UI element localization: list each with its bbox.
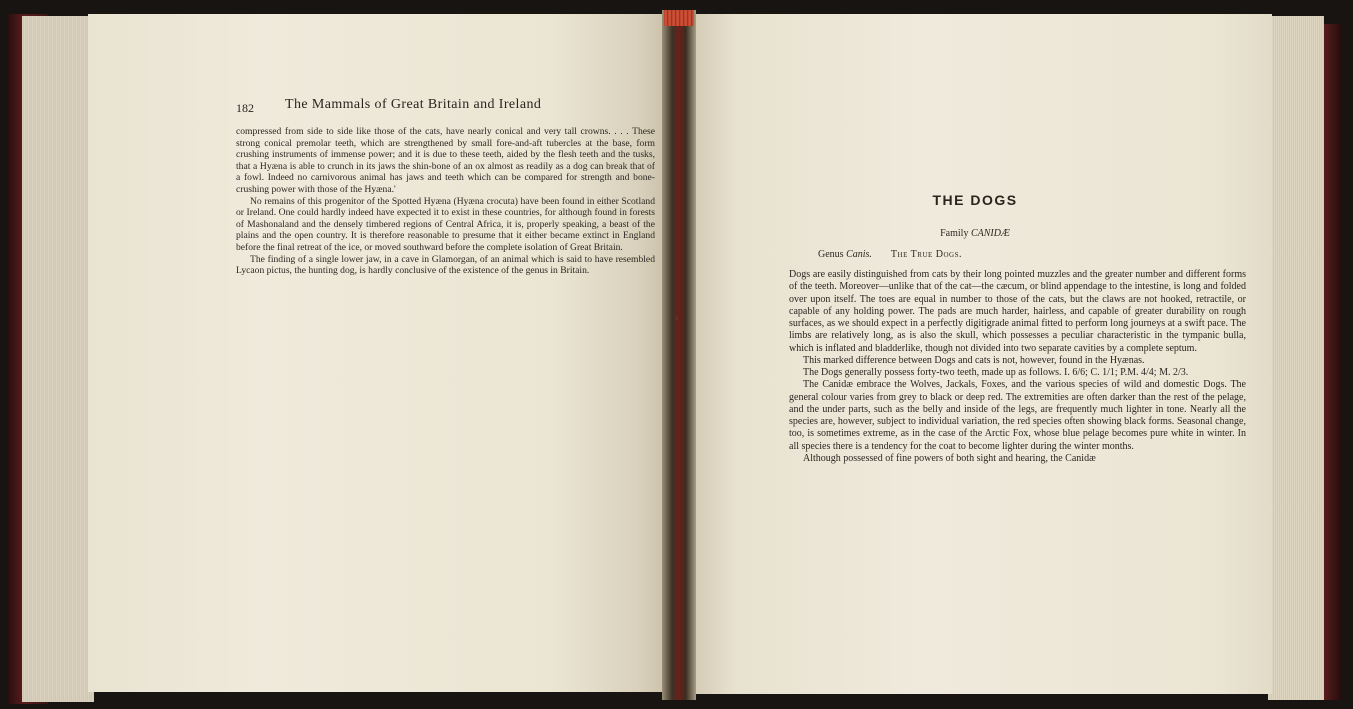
left-page-body	[236, 126, 655, 277]
family-label: Family	[940, 228, 969, 239]
left-paragraph-1: compressed from side to side like those of the cats, have nearly conical and very tall crowns. . . . These strong conical premolar teeth, which are strengthened by small fore-and-aft tubercles at the base, form crushing instruments of immense power; and it is due to these teeth, aided by the flesh teeth and the tusks, that a Hyæna is able to crunch in its jaws the shin-bone of an ox almost as readily as a dog can break that of a fowl. Indeed no carnivorous animal has jaws and teeth which can be compared for strength and bone-crushing power with those of the Hyæna.'	[236, 126, 655, 195]
genus-common-name: The True Dogs.	[890, 249, 962, 260]
family-line	[880, 228, 1070, 239]
left-page	[88, 14, 668, 692]
genus-name: Canis.	[846, 249, 872, 260]
chapter-title: THE DOGS	[932, 192, 1018, 208]
left-paragraph-3: The finding of a single lower jaw, in a cave in Glamorgan, of an animal which is said to have resembled Lycaon pictus, the hunting dog, is hardly conclusive of the existence of the genus in Britain.	[236, 253, 655, 277]
page-number: 182	[236, 101, 254, 115]
genus-line	[818, 249, 1138, 260]
right-page-body	[789, 269, 1246, 465]
right-paragraph-3: The Dogs generally possess forty-two teeth, made up as follows. I. 6/6; C. 1/1; P.M. 4/4; M. 2/3.	[803, 367, 1189, 378]
margin-mark: /	[676, 316, 678, 322]
right-paragraph-5: Although possessed of fine powers of both sight and hearing, the Canidæ	[803, 452, 1096, 464]
right-paragraph-2: This marked difference between Dogs and cats is not, however, found in the Hyænas.	[803, 354, 1145, 366]
running-title: The Mammals of Great Britain and Ireland	[285, 97, 542, 112]
family-name: CANIDÆ	[970, 228, 1010, 239]
left-paragraph-2: No remains of this progenitor of the Spotted Hyæna (Hyæna crocuta) have been found in either Scotland or Ireland. One could hardly indeed have expected it to exist in these countries, for although found in forests of Mashonaland and the densely timbered regions of Central Africa, it is, properly speaking, a beast of the plains and the open country. It is therefore reasonable to presume that it either became extinct in England before the final retreat of the ice, or moved southward before the complete isolation of Great Britain.	[236, 195, 655, 253]
spine-headband	[664, 10, 694, 26]
book-gutter	[662, 10, 696, 700]
page-edges-right	[1268, 16, 1324, 700]
right-paragraph-1: Dogs are easily distinguished from cats by their long pointed muzzles and the greater number and different forms of the teeth. Moreover—unlike that of the cat—the cæcum, or blind appendage to the intestine, is long and folded over upon itself. The toes are equal in number to those of the cats, but the claws are not hooked, retractile, or capable of any holding power. The pads are much harder, hairless, and capable of greater durability on rough surfaces, as we should expect in a perfectly digitigrade animal fitted to perform long journeys at a swift pace. The limbs are relatively long, as is also the skull, which possesses a peculiar characteristic in the tympanic bulla, which is inflated and bladderlike, though not divided into two separate cavities by a complete septum.	[789, 269, 1246, 354]
right-paragraph-4: The Canidæ embrace the Wolves, Jackals, Foxes, and the various species of wild and domestic Dogs. The general colour varies from grey to black or deep red. The extremities are often darker than the rest of the pelage, and the under parts, such as the belly and inside of the legs, are frequently much lighter in tone. Nearly all the species are, however, subject to individual variation, the red species often showing black forms. Seasonal change, too, is sometimes extreme, as in the case of the Arctic Fox, whose blue pelage becomes pure white in winter. In all species there is a tendency for the coat to become lighter during the winter months.	[789, 379, 1246, 452]
page-edges-left	[22, 16, 94, 702]
genus-label: Genus	[818, 249, 844, 260]
